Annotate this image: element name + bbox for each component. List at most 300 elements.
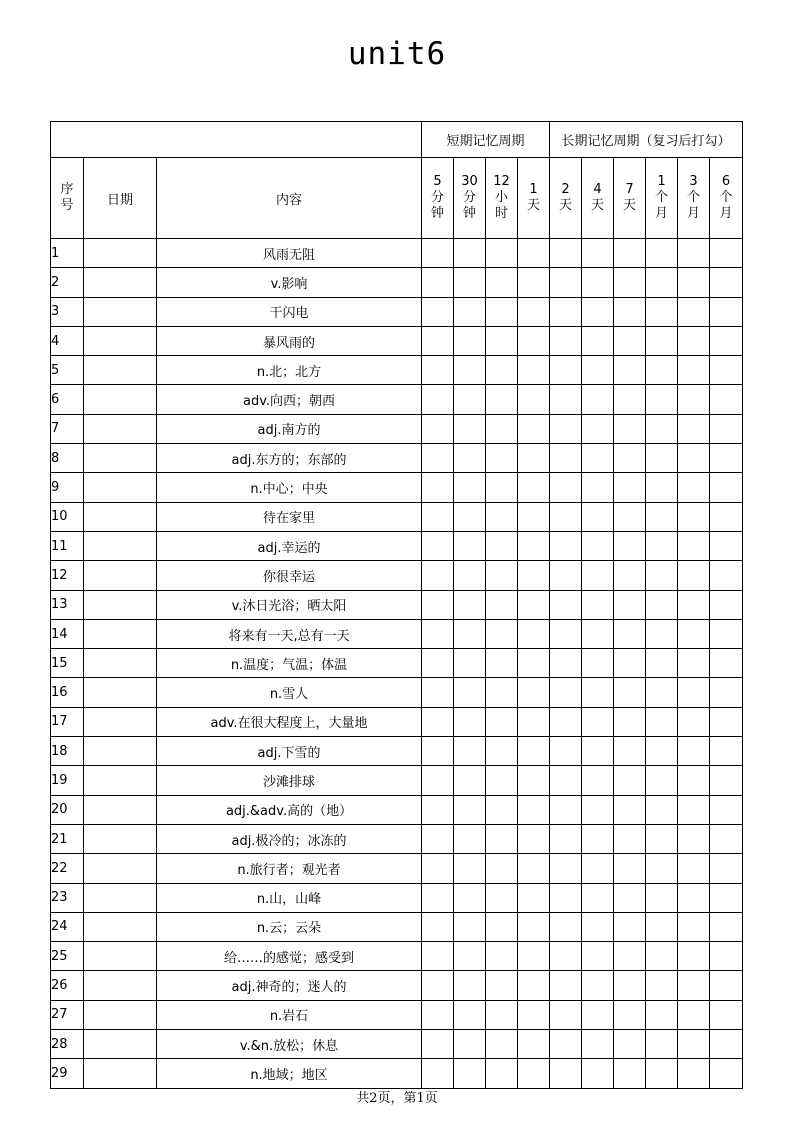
review-checkbox-cell[interactable] (614, 356, 646, 385)
review-checkbox-cell[interactable] (422, 326, 454, 355)
review-checkbox-cell[interactable] (678, 414, 710, 443)
review-checkbox-cell[interactable] (422, 385, 454, 414)
review-checkbox-cell[interactable] (614, 854, 646, 883)
review-checkbox-cell[interactable] (646, 824, 678, 853)
review-checkbox-cell[interactable] (582, 678, 614, 707)
review-checkbox-cell[interactable] (486, 444, 518, 473)
review-checkbox-cell[interactable] (678, 1000, 710, 1029)
review-checkbox-cell[interactable] (646, 707, 678, 736)
review-checkbox-cell[interactable] (582, 795, 614, 824)
review-checkbox-cell[interactable] (582, 297, 614, 326)
review-checkbox-cell[interactable] (422, 356, 454, 385)
review-checkbox-cell[interactable] (550, 766, 582, 795)
review-checkbox-cell[interactable] (678, 971, 710, 1000)
review-checkbox-cell[interactable] (422, 824, 454, 853)
review-checkbox-cell[interactable] (678, 766, 710, 795)
review-checkbox-cell[interactable] (550, 883, 582, 912)
date-cell[interactable] (84, 766, 157, 795)
review-checkbox-cell[interactable] (422, 971, 454, 1000)
review-checkbox-cell[interactable] (518, 268, 550, 297)
review-checkbox-cell[interactable] (486, 619, 518, 648)
date-cell[interactable] (84, 385, 157, 414)
review-checkbox-cell[interactable] (678, 561, 710, 590)
review-checkbox-cell[interactable] (518, 1059, 550, 1088)
review-checkbox-cell[interactable] (582, 707, 614, 736)
review-checkbox-cell[interactable] (614, 619, 646, 648)
review-checkbox-cell[interactable] (518, 444, 550, 473)
review-checkbox-cell[interactable] (678, 297, 710, 326)
review-checkbox-cell[interactable] (614, 444, 646, 473)
review-checkbox-cell[interactable] (646, 473, 678, 502)
review-checkbox-cell[interactable] (678, 678, 710, 707)
review-checkbox-cell[interactable] (614, 561, 646, 590)
review-checkbox-cell[interactable] (710, 649, 743, 678)
date-cell[interactable] (84, 942, 157, 971)
review-checkbox-cell[interactable] (614, 590, 646, 619)
review-checkbox-cell[interactable] (550, 912, 582, 941)
review-checkbox-cell[interactable] (710, 678, 743, 707)
date-cell[interactable] (84, 1059, 157, 1088)
review-checkbox-cell[interactable] (518, 707, 550, 736)
review-checkbox-cell[interactable] (550, 649, 582, 678)
review-checkbox-cell[interactable] (518, 473, 550, 502)
review-checkbox-cell[interactable] (614, 766, 646, 795)
review-checkbox-cell[interactable] (486, 737, 518, 766)
review-checkbox-cell[interactable] (582, 531, 614, 560)
review-checkbox-cell[interactable] (710, 942, 743, 971)
review-checkbox-cell[interactable] (422, 239, 454, 268)
review-checkbox-cell[interactable] (454, 590, 486, 619)
review-checkbox-cell[interactable] (518, 824, 550, 853)
review-checkbox-cell[interactable] (614, 707, 646, 736)
review-checkbox-cell[interactable] (550, 590, 582, 619)
review-checkbox-cell[interactable] (518, 356, 550, 385)
review-checkbox-cell[interactable] (550, 737, 582, 766)
review-checkbox-cell[interactable] (486, 824, 518, 853)
review-checkbox-cell[interactable] (710, 414, 743, 443)
review-checkbox-cell[interactable] (710, 854, 743, 883)
date-cell[interactable] (84, 824, 157, 853)
review-checkbox-cell[interactable] (582, 414, 614, 443)
review-checkbox-cell[interactable] (710, 883, 743, 912)
review-checkbox-cell[interactable] (678, 268, 710, 297)
review-checkbox-cell[interactable] (422, 444, 454, 473)
review-checkbox-cell[interactable] (710, 971, 743, 1000)
review-checkbox-cell[interactable] (518, 502, 550, 531)
review-checkbox-cell[interactable] (454, 561, 486, 590)
review-checkbox-cell[interactable] (550, 942, 582, 971)
review-checkbox-cell[interactable] (422, 766, 454, 795)
review-checkbox-cell[interactable] (422, 912, 454, 941)
review-checkbox-cell[interactable] (550, 619, 582, 648)
review-checkbox-cell[interactable] (518, 239, 550, 268)
review-checkbox-cell[interactable] (582, 619, 614, 648)
review-checkbox-cell[interactable] (422, 590, 454, 619)
date-cell[interactable] (84, 414, 157, 443)
review-checkbox-cell[interactable] (678, 444, 710, 473)
review-checkbox-cell[interactable] (582, 649, 614, 678)
review-checkbox-cell[interactable] (454, 444, 486, 473)
review-checkbox-cell[interactable] (646, 531, 678, 560)
review-checkbox-cell[interactable] (486, 590, 518, 619)
review-checkbox-cell[interactable] (422, 268, 454, 297)
review-checkbox-cell[interactable] (646, 912, 678, 941)
review-checkbox-cell[interactable] (422, 297, 454, 326)
review-checkbox-cell[interactable] (454, 795, 486, 824)
review-checkbox-cell[interactable] (710, 707, 743, 736)
date-cell[interactable] (84, 297, 157, 326)
review-checkbox-cell[interactable] (582, 561, 614, 590)
review-checkbox-cell[interactable] (646, 1030, 678, 1059)
review-checkbox-cell[interactable] (646, 1000, 678, 1029)
review-checkbox-cell[interactable] (454, 619, 486, 648)
review-checkbox-cell[interactable] (486, 356, 518, 385)
review-checkbox-cell[interactable] (678, 883, 710, 912)
review-checkbox-cell[interactable] (614, 1030, 646, 1059)
review-checkbox-cell[interactable] (582, 1000, 614, 1029)
review-checkbox-cell[interactable] (550, 356, 582, 385)
review-checkbox-cell[interactable] (614, 678, 646, 707)
date-cell[interactable] (84, 1000, 157, 1029)
review-checkbox-cell[interactable] (614, 385, 646, 414)
review-checkbox-cell[interactable] (710, 356, 743, 385)
review-checkbox-cell[interactable] (646, 942, 678, 971)
date-cell[interactable] (84, 561, 157, 590)
review-checkbox-cell[interactable] (486, 707, 518, 736)
review-checkbox-cell[interactable] (550, 473, 582, 502)
review-checkbox-cell[interactable] (710, 1059, 743, 1088)
review-checkbox-cell[interactable] (710, 239, 743, 268)
review-checkbox-cell[interactable] (454, 649, 486, 678)
review-checkbox-cell[interactable] (582, 1059, 614, 1088)
review-checkbox-cell[interactable] (550, 531, 582, 560)
review-checkbox-cell[interactable] (422, 795, 454, 824)
review-checkbox-cell[interactable] (710, 590, 743, 619)
date-cell[interactable] (84, 737, 157, 766)
review-checkbox-cell[interactable] (422, 1000, 454, 1029)
review-checkbox-cell[interactable] (710, 385, 743, 414)
review-checkbox-cell[interactable] (614, 649, 646, 678)
review-checkbox-cell[interactable] (710, 444, 743, 473)
review-checkbox-cell[interactable] (518, 619, 550, 648)
review-checkbox-cell[interactable] (518, 883, 550, 912)
review-checkbox-cell[interactable] (614, 1000, 646, 1029)
review-checkbox-cell[interactable] (646, 414, 678, 443)
review-checkbox-cell[interactable] (486, 239, 518, 268)
review-checkbox-cell[interactable] (422, 1030, 454, 1059)
review-checkbox-cell[interactable] (454, 678, 486, 707)
review-checkbox-cell[interactable] (486, 502, 518, 531)
review-checkbox-cell[interactable] (614, 531, 646, 560)
review-checkbox-cell[interactable] (678, 649, 710, 678)
review-checkbox-cell[interactable] (518, 561, 550, 590)
date-cell[interactable] (84, 444, 157, 473)
review-checkbox-cell[interactable] (422, 502, 454, 531)
review-checkbox-cell[interactable] (550, 502, 582, 531)
review-checkbox-cell[interactable] (710, 531, 743, 560)
review-checkbox-cell[interactable] (422, 649, 454, 678)
review-checkbox-cell[interactable] (614, 502, 646, 531)
review-checkbox-cell[interactable] (454, 326, 486, 355)
review-checkbox-cell[interactable] (486, 326, 518, 355)
review-checkbox-cell[interactable] (550, 268, 582, 297)
review-checkbox-cell[interactable] (678, 531, 710, 560)
review-checkbox-cell[interactable] (486, 531, 518, 560)
review-checkbox-cell[interactable] (710, 766, 743, 795)
review-checkbox-cell[interactable] (614, 297, 646, 326)
review-checkbox-cell[interactable] (454, 824, 486, 853)
review-checkbox-cell[interactable] (454, 239, 486, 268)
review-checkbox-cell[interactable] (710, 297, 743, 326)
date-cell[interactable] (84, 326, 157, 355)
review-checkbox-cell[interactable] (582, 766, 614, 795)
date-cell[interactable] (84, 1030, 157, 1059)
review-checkbox-cell[interactable] (518, 414, 550, 443)
review-checkbox-cell[interactable] (646, 795, 678, 824)
review-checkbox-cell[interactable] (454, 883, 486, 912)
date-cell[interactable] (84, 883, 157, 912)
review-checkbox-cell[interactable] (518, 971, 550, 1000)
review-checkbox-cell[interactable] (518, 326, 550, 355)
review-checkbox-cell[interactable] (454, 766, 486, 795)
review-checkbox-cell[interactable] (422, 414, 454, 443)
date-cell[interactable] (84, 502, 157, 531)
review-checkbox-cell[interactable] (582, 473, 614, 502)
review-checkbox-cell[interactable] (614, 268, 646, 297)
review-checkbox-cell[interactable] (582, 971, 614, 1000)
review-checkbox-cell[interactable] (646, 854, 678, 883)
review-checkbox-cell[interactable] (518, 912, 550, 941)
review-checkbox-cell[interactable] (582, 912, 614, 941)
review-checkbox-cell[interactable] (582, 854, 614, 883)
review-checkbox-cell[interactable] (422, 942, 454, 971)
review-checkbox-cell[interactable] (614, 912, 646, 941)
review-checkbox-cell[interactable] (646, 1059, 678, 1088)
review-checkbox-cell[interactable] (550, 1030, 582, 1059)
review-checkbox-cell[interactable] (582, 356, 614, 385)
review-checkbox-cell[interactable] (454, 707, 486, 736)
review-checkbox-cell[interactable] (614, 737, 646, 766)
review-checkbox-cell[interactable] (614, 473, 646, 502)
review-checkbox-cell[interactable] (454, 854, 486, 883)
review-checkbox-cell[interactable] (486, 414, 518, 443)
review-checkbox-cell[interactable] (454, 502, 486, 531)
review-checkbox-cell[interactable] (582, 239, 614, 268)
review-checkbox-cell[interactable] (454, 942, 486, 971)
review-checkbox-cell[interactable] (422, 473, 454, 502)
review-checkbox-cell[interactable] (678, 473, 710, 502)
review-checkbox-cell[interactable] (518, 795, 550, 824)
review-checkbox-cell[interactable] (678, 356, 710, 385)
review-checkbox-cell[interactable] (454, 1000, 486, 1029)
review-checkbox-cell[interactable] (422, 854, 454, 883)
review-checkbox-cell[interactable] (454, 531, 486, 560)
review-checkbox-cell[interactable] (518, 942, 550, 971)
review-checkbox-cell[interactable] (646, 268, 678, 297)
review-checkbox-cell[interactable] (678, 619, 710, 648)
date-cell[interactable] (84, 795, 157, 824)
review-checkbox-cell[interactable] (422, 561, 454, 590)
review-checkbox-cell[interactable] (422, 619, 454, 648)
review-checkbox-cell[interactable] (582, 883, 614, 912)
review-checkbox-cell[interactable] (678, 239, 710, 268)
review-checkbox-cell[interactable] (710, 473, 743, 502)
review-checkbox-cell[interactable] (646, 883, 678, 912)
review-checkbox-cell[interactable] (710, 1000, 743, 1029)
review-checkbox-cell[interactable] (486, 1000, 518, 1029)
review-checkbox-cell[interactable] (550, 326, 582, 355)
review-checkbox-cell[interactable] (486, 297, 518, 326)
review-checkbox-cell[interactable] (454, 1059, 486, 1088)
date-cell[interactable] (84, 239, 157, 268)
date-cell[interactable] (84, 531, 157, 560)
review-checkbox-cell[interactable] (454, 414, 486, 443)
review-checkbox-cell[interactable] (422, 707, 454, 736)
review-checkbox-cell[interactable] (550, 854, 582, 883)
date-cell[interactable] (84, 971, 157, 1000)
review-checkbox-cell[interactable] (422, 531, 454, 560)
review-checkbox-cell[interactable] (486, 385, 518, 414)
review-checkbox-cell[interactable] (518, 678, 550, 707)
review-checkbox-cell[interactable] (550, 297, 582, 326)
review-checkbox-cell[interactable] (582, 268, 614, 297)
review-checkbox-cell[interactable] (454, 385, 486, 414)
review-checkbox-cell[interactable] (550, 678, 582, 707)
date-cell[interactable] (84, 356, 157, 385)
review-checkbox-cell[interactable] (486, 1030, 518, 1059)
review-checkbox-cell[interactable] (454, 971, 486, 1000)
review-checkbox-cell[interactable] (582, 326, 614, 355)
review-checkbox-cell[interactable] (710, 824, 743, 853)
review-checkbox-cell[interactable] (550, 1000, 582, 1029)
review-checkbox-cell[interactable] (614, 942, 646, 971)
review-checkbox-cell[interactable] (518, 854, 550, 883)
review-checkbox-cell[interactable] (614, 971, 646, 1000)
review-checkbox-cell[interactable] (486, 795, 518, 824)
review-checkbox-cell[interactable] (710, 737, 743, 766)
review-checkbox-cell[interactable] (614, 239, 646, 268)
review-checkbox-cell[interactable] (486, 766, 518, 795)
review-checkbox-cell[interactable] (614, 824, 646, 853)
date-cell[interactable] (84, 473, 157, 502)
review-checkbox-cell[interactable] (486, 473, 518, 502)
date-cell[interactable] (84, 854, 157, 883)
review-checkbox-cell[interactable] (550, 444, 582, 473)
review-checkbox-cell[interactable] (678, 1030, 710, 1059)
review-checkbox-cell[interactable] (614, 1059, 646, 1088)
review-checkbox-cell[interactable] (678, 912, 710, 941)
review-checkbox-cell[interactable] (486, 561, 518, 590)
review-checkbox-cell[interactable] (646, 502, 678, 531)
review-checkbox-cell[interactable] (614, 326, 646, 355)
review-checkbox-cell[interactable] (422, 678, 454, 707)
review-checkbox-cell[interactable] (550, 795, 582, 824)
review-checkbox-cell[interactable] (518, 1000, 550, 1029)
review-checkbox-cell[interactable] (582, 444, 614, 473)
review-checkbox-cell[interactable] (710, 1030, 743, 1059)
review-checkbox-cell[interactable] (614, 414, 646, 443)
review-checkbox-cell[interactable] (678, 824, 710, 853)
review-checkbox-cell[interactable] (646, 385, 678, 414)
review-checkbox-cell[interactable] (678, 385, 710, 414)
review-checkbox-cell[interactable] (486, 678, 518, 707)
review-checkbox-cell[interactable] (422, 737, 454, 766)
review-checkbox-cell[interactable] (454, 268, 486, 297)
review-checkbox-cell[interactable] (710, 561, 743, 590)
review-checkbox-cell[interactable] (646, 326, 678, 355)
review-checkbox-cell[interactable] (518, 590, 550, 619)
review-checkbox-cell[interactable] (582, 1030, 614, 1059)
review-checkbox-cell[interactable] (454, 356, 486, 385)
review-checkbox-cell[interactable] (550, 561, 582, 590)
review-checkbox-cell[interactable] (550, 414, 582, 443)
review-checkbox-cell[interactable] (518, 531, 550, 560)
review-checkbox-cell[interactable] (582, 502, 614, 531)
date-cell[interactable] (84, 268, 157, 297)
review-checkbox-cell[interactable] (550, 707, 582, 736)
review-checkbox-cell[interactable] (646, 678, 678, 707)
review-checkbox-cell[interactable] (454, 1030, 486, 1059)
review-checkbox-cell[interactable] (582, 737, 614, 766)
review-checkbox-cell[interactable] (614, 883, 646, 912)
review-checkbox-cell[interactable] (710, 326, 743, 355)
review-checkbox-cell[interactable] (678, 1059, 710, 1088)
review-checkbox-cell[interactable] (486, 942, 518, 971)
review-checkbox-cell[interactable] (454, 912, 486, 941)
review-checkbox-cell[interactable] (582, 824, 614, 853)
review-checkbox-cell[interactable] (710, 268, 743, 297)
review-checkbox-cell[interactable] (486, 883, 518, 912)
review-checkbox-cell[interactable] (550, 1059, 582, 1088)
date-cell[interactable] (84, 590, 157, 619)
review-checkbox-cell[interactable] (678, 854, 710, 883)
review-checkbox-cell[interactable] (550, 971, 582, 1000)
review-checkbox-cell[interactable] (454, 473, 486, 502)
date-cell[interactable] (84, 912, 157, 941)
review-checkbox-cell[interactable] (422, 1059, 454, 1088)
review-checkbox-cell[interactable] (646, 737, 678, 766)
review-checkbox-cell[interactable] (678, 326, 710, 355)
review-checkbox-cell[interactable] (646, 649, 678, 678)
date-cell[interactable] (84, 707, 157, 736)
review-checkbox-cell[interactable] (550, 824, 582, 853)
review-checkbox-cell[interactable] (646, 239, 678, 268)
review-checkbox-cell[interactable] (422, 883, 454, 912)
review-checkbox-cell[interactable] (710, 619, 743, 648)
date-cell[interactable] (84, 678, 157, 707)
review-checkbox-cell[interactable] (518, 385, 550, 414)
review-checkbox-cell[interactable] (614, 795, 646, 824)
review-checkbox-cell[interactable] (678, 795, 710, 824)
date-cell[interactable] (84, 619, 157, 648)
review-checkbox-cell[interactable] (454, 297, 486, 326)
review-checkbox-cell[interactable] (678, 590, 710, 619)
review-checkbox-cell[interactable] (518, 737, 550, 766)
review-checkbox-cell[interactable] (710, 795, 743, 824)
review-checkbox-cell[interactable] (646, 356, 678, 385)
review-checkbox-cell[interactable] (646, 561, 678, 590)
review-checkbox-cell[interactable] (518, 766, 550, 795)
review-checkbox-cell[interactable] (486, 854, 518, 883)
date-cell[interactable] (84, 649, 157, 678)
review-checkbox-cell[interactable] (518, 297, 550, 326)
review-checkbox-cell[interactable] (678, 737, 710, 766)
review-checkbox-cell[interactable] (646, 297, 678, 326)
review-checkbox-cell[interactable] (486, 971, 518, 1000)
review-checkbox-cell[interactable] (678, 502, 710, 531)
review-checkbox-cell[interactable] (550, 385, 582, 414)
review-checkbox-cell[interactable] (646, 590, 678, 619)
